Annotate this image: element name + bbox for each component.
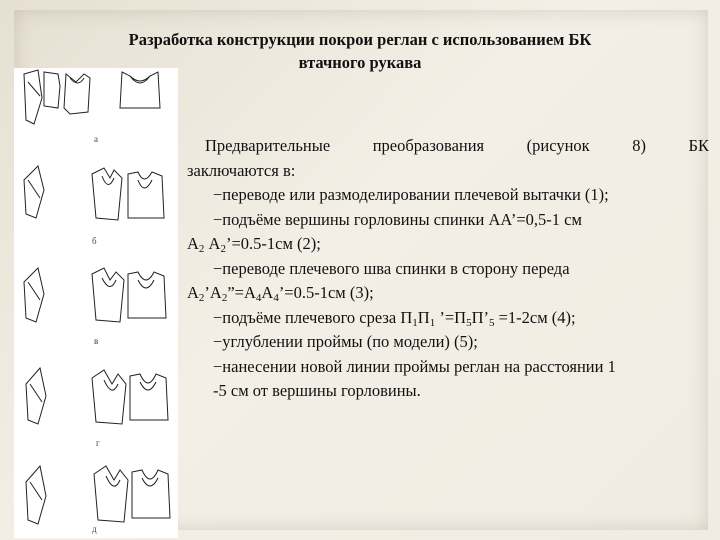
list-item-6: −нанесении новой линии проймы реглан на расстоянии 1 xyxy=(213,356,616,376)
list-item-3: −переводе плечевого шва спинки в сторону переда xyxy=(213,258,570,278)
text-part: А xyxy=(187,283,199,302)
subscript: 2 xyxy=(220,243,226,255)
intro-word-4: 8) xyxy=(632,136,646,155)
list-item-2-continuation xyxy=(187,232,709,257)
subscript: 1 xyxy=(429,316,436,329)
text-part: А xyxy=(204,234,221,253)
pattern-group-d xyxy=(26,368,168,424)
figure-label-a: а xyxy=(94,134,98,144)
pattern-group-b xyxy=(24,166,164,220)
intro-continuation: заключаются в: xyxy=(187,160,296,180)
subscript: 4 xyxy=(273,292,279,304)
intro-word-3: (рисунок xyxy=(526,136,590,155)
title-line-2: втачного рукава xyxy=(298,53,422,72)
text-part: ’А xyxy=(204,283,222,302)
subscript: 2 xyxy=(198,243,205,255)
figure-label-e: д xyxy=(92,524,97,534)
intro-line xyxy=(187,134,709,159)
subscript: 5 xyxy=(488,316,495,329)
list-item-6-continuation: -5 см от вершины горловины. xyxy=(213,381,421,400)
list-item-5: −углублении проймы (по модели) (5); xyxy=(213,332,478,351)
intro-word-5: БК xyxy=(688,136,709,155)
text-part: =1-2см (4); xyxy=(494,307,576,327)
pattern-drawings xyxy=(14,68,178,538)
subscript: 1 xyxy=(412,316,418,329)
text-part: ”=А xyxy=(227,283,256,302)
list-item-3-continuation xyxy=(187,281,709,306)
pattern-group-c xyxy=(24,268,166,322)
intro-word-2: преобразования xyxy=(372,136,485,155)
text-part: А xyxy=(261,283,274,302)
text-part: −подъёме плечевого среза П xyxy=(213,307,413,327)
pattern-group-e xyxy=(26,466,170,524)
figure-label-d: г xyxy=(96,438,100,448)
figure-label-b: б xyxy=(92,236,97,246)
body-text xyxy=(187,134,709,404)
text-part: А xyxy=(187,234,199,253)
title-line-1: Разработка конструкции покрои реглан с использованием БК xyxy=(128,30,592,49)
pattern-figure xyxy=(14,68,178,538)
subscript: 5 xyxy=(466,316,472,329)
text-part: П xyxy=(417,307,430,327)
text-part: ’=0.5-1см (3); xyxy=(278,283,374,302)
intro-word-1: Предварительные xyxy=(205,136,331,155)
figure-label-c: в xyxy=(94,336,99,346)
list-item-2: −подъёме вершины горловины спинки АА’=0,5-1 см xyxy=(213,209,582,229)
list-item-1: −переводе или размоделировании плечевой вытачки (1); xyxy=(213,185,609,204)
subscript: 4 xyxy=(255,292,262,304)
pattern-group-a xyxy=(24,70,160,124)
text-part: ’=П xyxy=(435,307,467,327)
subscript: 2 xyxy=(198,292,205,304)
text-part: ’=0.5-1см (2); xyxy=(225,234,321,253)
subscript: 2 xyxy=(221,292,228,304)
text-part: П’ xyxy=(471,307,489,327)
list-item-4 xyxy=(187,306,709,331)
